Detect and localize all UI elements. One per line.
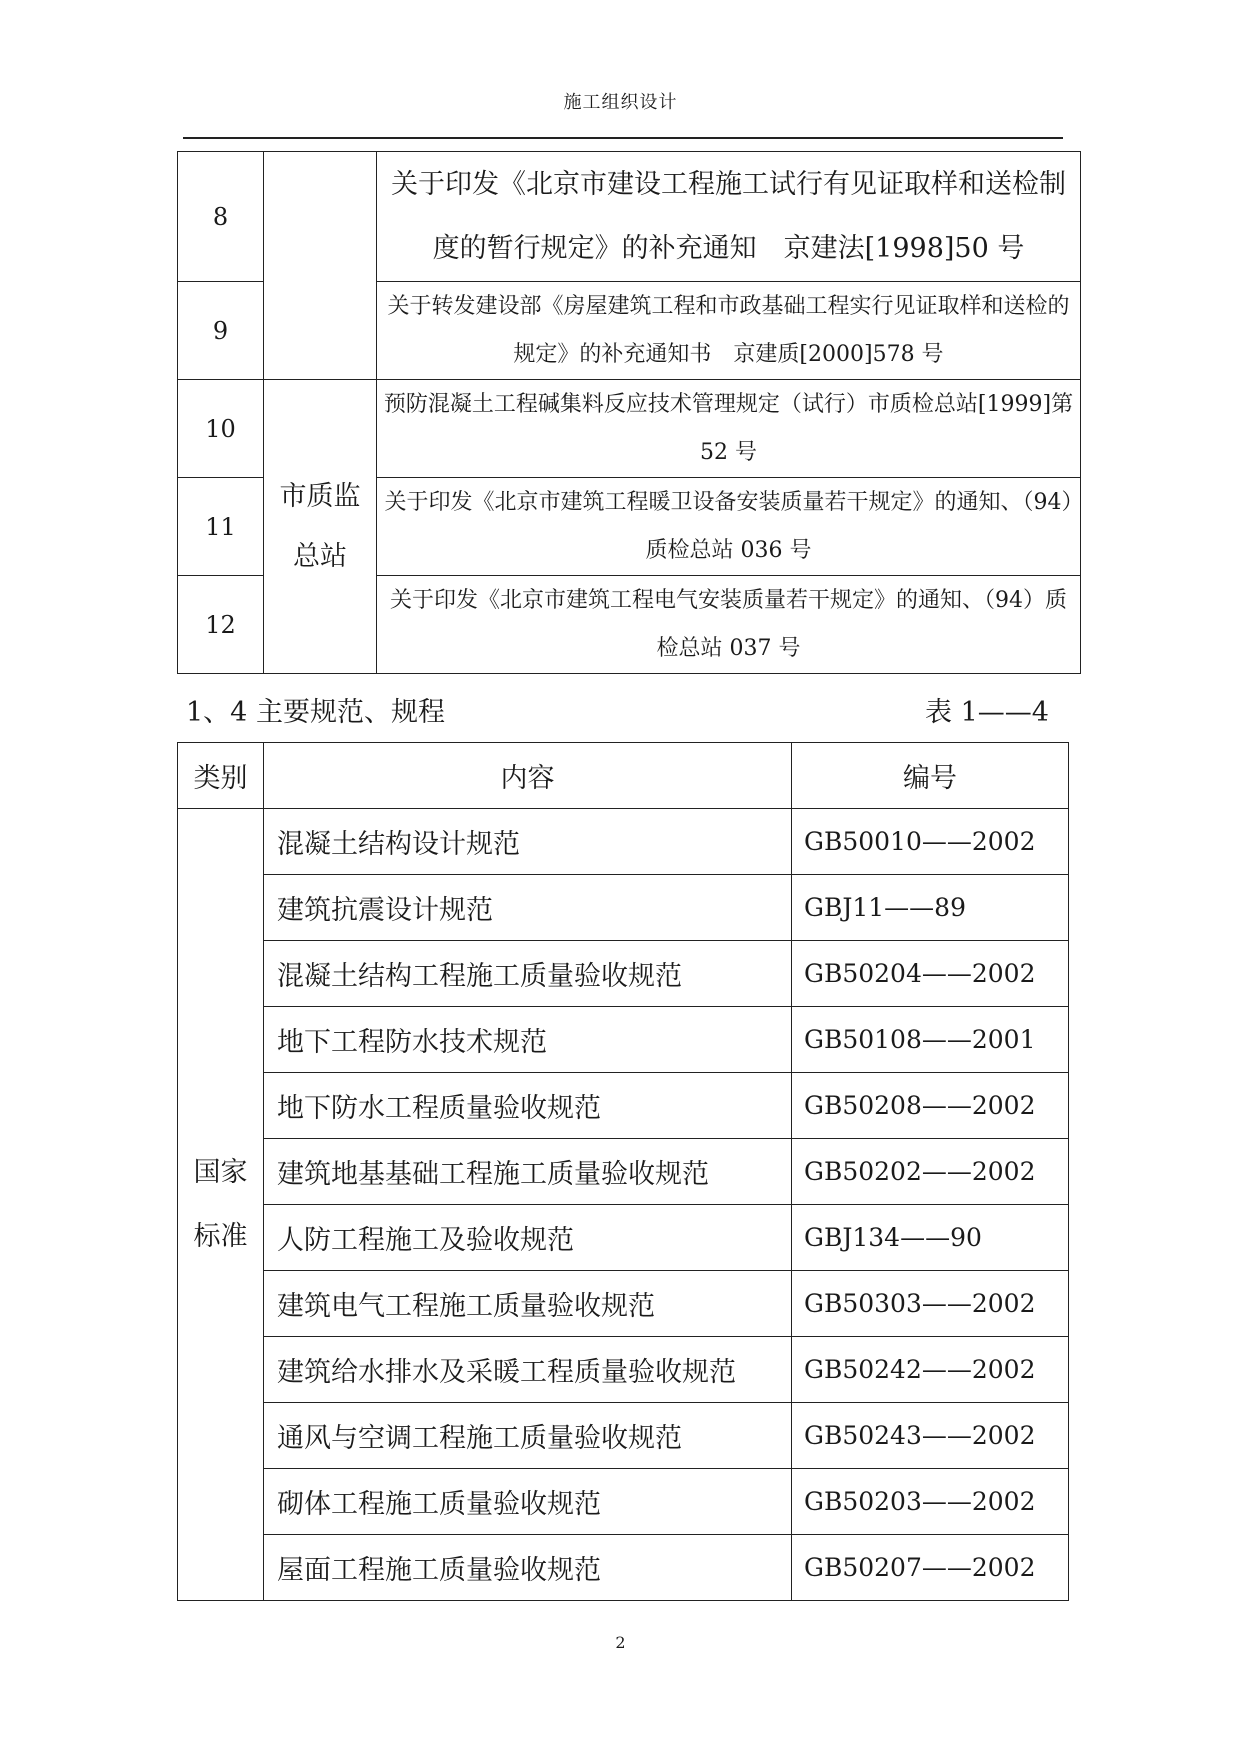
table-row <box>178 152 1081 282</box>
standard-code: GBJ134——90 <box>792 1205 1069 1271</box>
document-title: 关于印发《北京市建筑工程暖卫设备安装质量若干规定》的通知、（94）质检总站 036 号 <box>377 478 1081 576</box>
standard-name: 地下防水工程质量验收规范 <box>264 1073 792 1139</box>
table-row <box>178 1403 1069 1469</box>
standard-code: GB50108——2001 <box>792 1007 1069 1073</box>
standard-code: GB50010——2002 <box>792 809 1069 875</box>
table-row <box>178 1535 1069 1601</box>
row-number: 8 <box>178 152 264 282</box>
category-line-2: 标准 <box>193 1220 248 1252</box>
standard-name: 通风与空调工程施工质量验收规范 <box>264 1403 792 1469</box>
category-cell <box>178 809 264 1601</box>
standard-name: 地下工程防水技术规范 <box>264 1007 792 1073</box>
standard-code: GB50242——2002 <box>792 1337 1069 1403</box>
header-code: 编号 <box>792 743 1069 809</box>
department-line-1: 市质监 <box>279 480 361 512</box>
standard-name: 混凝土结构设计规范 <box>264 809 792 875</box>
document-title: 预防混凝土工程碱集料反应技术管理规定（试行）市质检总站[1999]第 52 号 <box>377 380 1081 478</box>
table-row <box>178 1205 1069 1271</box>
standard-code: GB50303——2002 <box>792 1271 1069 1337</box>
standard-name: 砌体工程施工质量验收规范 <box>264 1469 792 1535</box>
row-number: 12 <box>178 576 264 674</box>
category-line-1: 国家 <box>193 1156 248 1188</box>
header-divider <box>183 137 1063 139</box>
department-cell <box>264 380 377 674</box>
table-row <box>178 941 1069 1007</box>
row-number: 10 <box>178 380 264 478</box>
page-number: 2 <box>615 1633 626 1652</box>
standard-name: 建筑抗震设计规范 <box>264 875 792 941</box>
table-row <box>178 1007 1069 1073</box>
table-row <box>178 1139 1069 1205</box>
table-number: 表 1——4 <box>925 697 1049 728</box>
standard-name: 建筑电气工程施工质量验收规范 <box>264 1271 792 1337</box>
table-row <box>178 1469 1069 1535</box>
table-row <box>178 1271 1069 1337</box>
regulations-table-continued <box>177 151 1081 674</box>
row-number: 9 <box>178 282 264 380</box>
header-category: 类别 <box>178 743 264 809</box>
department-cell-empty <box>264 152 377 380</box>
standard-name: 人防工程施工及验收规范 <box>264 1205 792 1271</box>
standard-name: 屋面工程施工质量验收规范 <box>264 1535 792 1601</box>
department-line-2: 总站 <box>293 540 347 572</box>
document-title: 关于转发建设部《房屋建筑工程和市政基础工程实行见证取样和送检的规定》的补充通知书 京建质[2000]578 号 <box>377 282 1081 380</box>
page-header-title: 施工组织设计 <box>563 92 678 113</box>
standard-name: 建筑地基基础工程施工质量验收规范 <box>264 1139 792 1205</box>
standard-code: GB50202——2002 <box>792 1139 1069 1205</box>
standard-code: GB50208——2002 <box>792 1073 1069 1139</box>
standard-name: 混凝土结构工程施工质量验收规范 <box>264 941 792 1007</box>
table-row <box>178 809 1069 875</box>
document-title: 关于印发《北京市建设工程施工试行有见证取样和送检制度的暂行规定》的补充通知 京建法[1998]50 号 <box>377 152 1081 282</box>
standard-code: GB50243——2002 <box>792 1403 1069 1469</box>
document-title: 关于印发《北京市建筑工程电气安装质量若干规定》的通知、（94）质检总站 037 号 <box>377 576 1081 674</box>
standard-code: GB50207——2002 <box>792 1535 1069 1601</box>
standard-code: GB50203——2002 <box>792 1469 1069 1535</box>
table-row <box>178 1073 1069 1139</box>
header-content: 内容 <box>264 743 792 809</box>
table-header-row <box>178 743 1069 809</box>
table-row <box>178 1337 1069 1403</box>
standard-name: 建筑给水排水及采暖工程质量验收规范 <box>264 1337 792 1403</box>
table-row <box>178 875 1069 941</box>
standard-code: GB50204——2002 <box>792 941 1069 1007</box>
standard-code: GBJ11——89 <box>792 875 1069 941</box>
section-caption: 1、4 主要规范、规程 <box>186 697 445 728</box>
table-row <box>178 380 1081 478</box>
row-number: 11 <box>178 478 264 576</box>
standards-table <box>177 742 1069 1601</box>
